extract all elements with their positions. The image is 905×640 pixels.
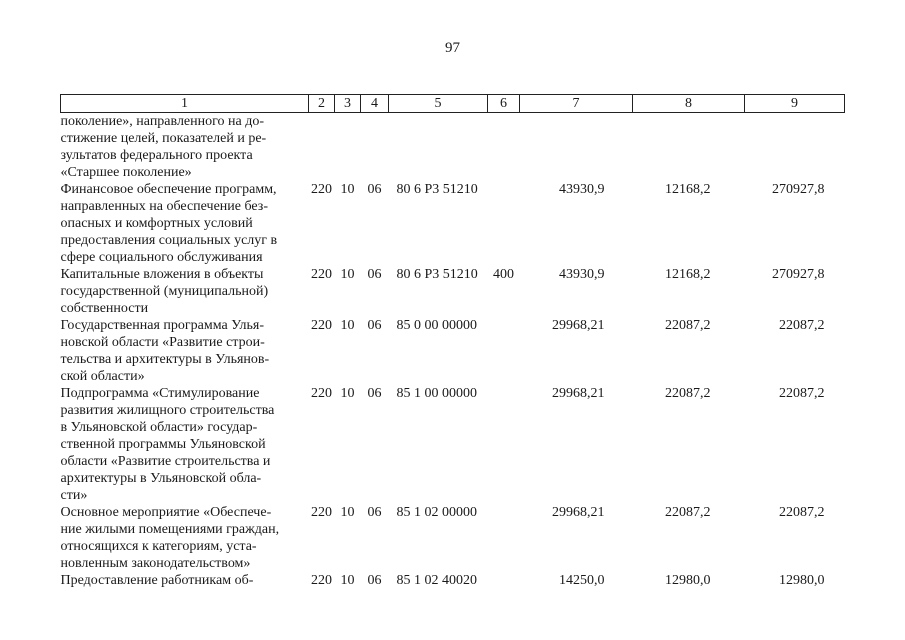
cell-expense-type: 400	[493, 267, 514, 282]
cell-amount-col8: 12168,2	[665, 267, 711, 282]
description-line: направленных на обеспечение без-	[60, 199, 268, 214]
header-col-4: 4	[361, 95, 389, 113]
description-line: Капитальные вложения в объекты	[60, 267, 264, 282]
cell-amount-col7	[520, 113, 633, 182]
header-col-6: 6	[488, 95, 520, 113]
description-line: поколение», направленного на до-	[60, 114, 265, 129]
page-number: 97	[445, 40, 460, 56]
description-line: Предоставление работникам об-	[60, 573, 254, 588]
cell-subsection: 06	[367, 573, 382, 588]
description-line: Основное мероприятие «Обеспече-	[60, 505, 272, 520]
description-line: ние жилыми помещениями граждан,	[60, 522, 280, 537]
cell-amount-col7: 29968,21	[552, 318, 605, 333]
cell-section	[335, 113, 361, 182]
header-col-2: 2	[309, 95, 335, 113]
cell-amount-col9: 270927,8	[772, 182, 825, 197]
cell-target-code: 80 6 P3 51210	[396, 182, 478, 197]
cell-expense-type	[488, 113, 520, 182]
cell-admin-code: 220	[311, 267, 332, 282]
cell-amount-col8: 22087,2	[665, 318, 711, 333]
cell-description	[61, 317, 309, 385]
cell-target-code: 85 1 00 00000	[396, 386, 477, 401]
header-col-3: 3	[335, 95, 361, 113]
budget-table	[60, 94, 845, 589]
description-line: Подпрограмма «Стимулирование	[60, 386, 260, 401]
description-line: новленным законодательством»	[60, 556, 251, 571]
cell-amount-col9: 22087,2	[779, 318, 825, 333]
cell-amount-col7: 29968,21	[552, 505, 605, 520]
cell-description	[61, 181, 309, 266]
cell-section: 10	[340, 505, 355, 520]
cell-section: 10	[340, 182, 355, 197]
table-row	[61, 113, 845, 182]
cell-subsection: 06	[367, 386, 382, 401]
cell-admin-code: 220	[311, 505, 332, 520]
description-line: сти»	[60, 488, 88, 503]
cell-target-code	[389, 113, 488, 182]
cell-description	[61, 572, 309, 589]
description-line: Государственная программа Улья-	[60, 318, 264, 333]
description-line: относящихся к категориям, уста-	[60, 539, 257, 554]
cell-subsection	[361, 113, 389, 182]
cell-section: 10	[340, 386, 355, 401]
cell-amount-col9: 270927,8	[772, 267, 825, 282]
cell-subsection: 06	[367, 267, 382, 282]
header-col-5: 5	[389, 95, 488, 113]
cell-expense-type	[488, 504, 520, 572]
cell-amount-col7: 14250,0	[559, 573, 605, 588]
cell-subsection: 06	[367, 505, 382, 520]
description-line: опасных и комфортных условий	[60, 216, 253, 231]
header-row	[61, 95, 845, 113]
cell-amount-col8	[633, 113, 745, 182]
table-row	[61, 317, 845, 385]
cell-description	[61, 266, 309, 317]
description-line: «Старшее поколение»	[60, 165, 192, 180]
cell-target-code: 85 1 02 40020	[396, 573, 477, 588]
description-line: сфере социального обслуживания	[60, 250, 263, 265]
table-row	[61, 266, 845, 317]
header-col-8: 8	[633, 95, 745, 113]
cell-amount-col7: 43930,9	[559, 182, 605, 197]
description-line: собственности	[60, 301, 149, 316]
cell-expense-type	[488, 385, 520, 504]
header-col-9: 9	[745, 95, 845, 113]
description-line: новской области «Развитие строи-	[60, 335, 265, 350]
cell-admin-code: 220	[311, 573, 332, 588]
cell-amount-col8: 22087,2	[665, 505, 711, 520]
description-line: области «Развитие строительства и	[60, 454, 271, 469]
cell-subsection: 06	[367, 182, 382, 197]
cell-amount-col9	[745, 113, 845, 182]
cell-section: 10	[340, 318, 355, 333]
description-line: ской области»	[60, 369, 145, 384]
description-line: ственной программы Ульяновской	[60, 437, 266, 452]
table-row	[61, 181, 845, 266]
table-row	[61, 385, 845, 504]
description-line: государственной (муниципальной)	[60, 284, 269, 299]
table-body	[61, 113, 845, 590]
description-line: предоставления социальных услуг в	[60, 233, 278, 248]
cell-amount-col8: 22087,2	[665, 386, 711, 401]
cell-expense-type	[488, 572, 520, 589]
cell-amount-col8: 12168,2	[665, 182, 711, 197]
description-line: Финансовое обеспечение программ,	[60, 182, 277, 197]
cell-amount-col7: 29968,21	[552, 386, 605, 401]
header-col-7: 7	[520, 95, 633, 113]
table-row	[61, 572, 845, 589]
description-line: архитектуры в Ульяновской обла-	[60, 471, 262, 486]
header-col-1: 1	[61, 95, 309, 113]
cell-expense-type	[488, 181, 520, 266]
cell-target-code: 85 1 02 00000	[396, 505, 477, 520]
table-row	[61, 504, 845, 572]
cell-amount-col7: 43930,9	[559, 267, 605, 282]
cell-expense-type	[488, 317, 520, 385]
cell-admin-code	[309, 113, 335, 182]
cell-section: 10	[340, 267, 355, 282]
cell-target-code: 80 6 P3 51210	[396, 267, 478, 282]
cell-admin-code: 220	[311, 318, 332, 333]
cell-amount-col9: 12980,0	[779, 573, 825, 588]
description-line: стижение целей, показателей и ре-	[60, 131, 267, 146]
cell-amount-col8: 12980,0	[665, 573, 711, 588]
cell-subsection: 06	[367, 318, 382, 333]
cell-section: 10	[340, 573, 355, 588]
description-line: в Ульяновской области» государ-	[60, 420, 258, 435]
description-line: зультатов федерального проекта	[60, 148, 253, 163]
cell-admin-code: 220	[311, 386, 332, 401]
description-line: развития жилищного строительства	[60, 403, 275, 418]
cell-description	[61, 385, 309, 504]
cell-admin-code: 220	[311, 182, 332, 197]
description-line: тельства и архитектуры в Ульянов-	[60, 352, 270, 367]
cell-description	[61, 113, 309, 182]
cell-amount-col9: 22087,2	[779, 505, 825, 520]
cell-amount-col9: 22087,2	[779, 386, 825, 401]
cell-target-code: 85 0 00 00000	[396, 318, 477, 333]
cell-description	[61, 504, 309, 572]
